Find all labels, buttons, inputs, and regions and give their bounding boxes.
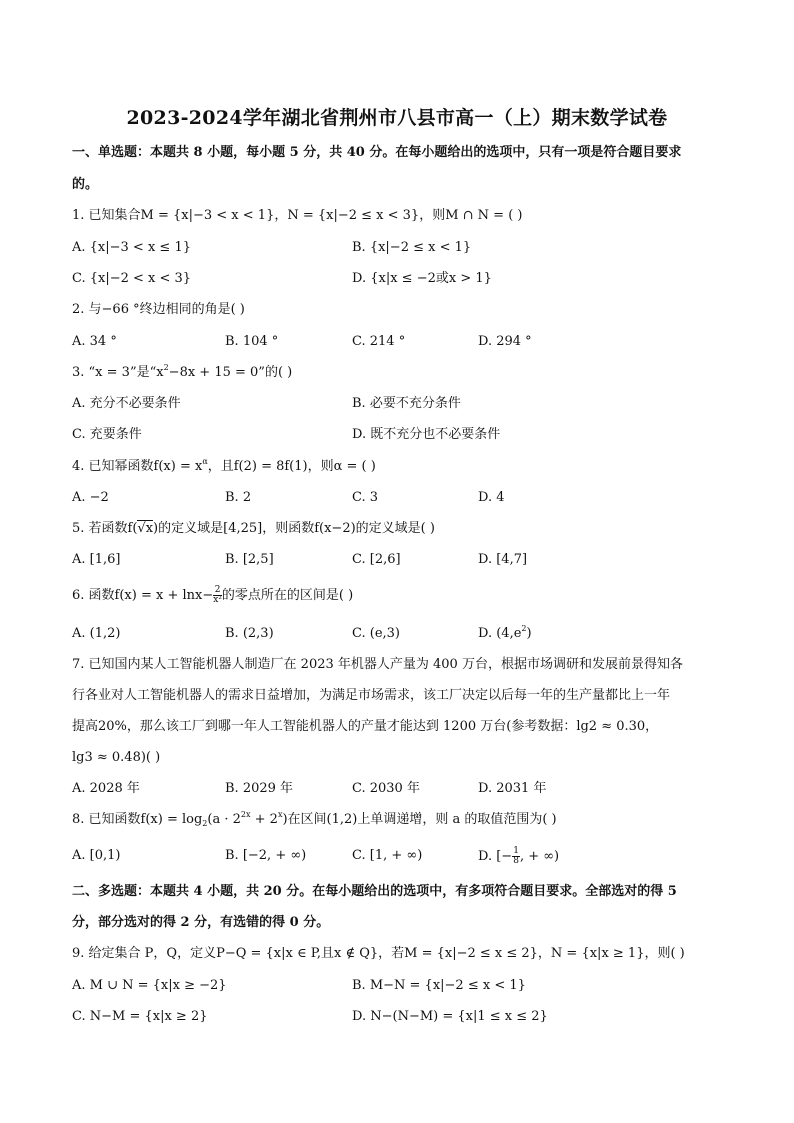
q4-option-d: D. 4: [478, 490, 505, 505]
q4-option-b: B. 2: [225, 490, 252, 505]
q6-option-b: B. (2,3): [225, 626, 274, 641]
q2-option-d: D. 294 °: [478, 334, 532, 349]
q9-option-d: D. N−(N−M) = {x|1 ≤ x ≤ 2}: [352, 1009, 548, 1024]
question-6-stem: 6. 函数f(x) = x + lnx− $\frac{2}{\text{x²}}$ 的零点所在的区间是( ): [72, 585, 354, 605]
q2-option-a: A. 34 °: [72, 334, 117, 349]
question-9-stem: 9. 给定集合 P，Q，定义P−Q = {x|x ∈ P,且x ∉ Q}，若M = {x|−2 ≤ x ≤ 2}，N = {x|x ≥ 1}，则( ): [72, 946, 685, 961]
q7-option-a: A. 2028 年: [72, 781, 140, 796]
q5-option-a: A. [1,6]: [72, 552, 121, 567]
q8-option-a: A. [0,1): [72, 848, 121, 863]
question-2-stem: 2. 与−66 °终边相同的角是( ): [72, 302, 245, 317]
q6-option-d: D. $(4,e^2)$: [478, 624, 532, 641]
question-7-line-2: 行各业对人工智能机器人的需求日益增加，为满足市场需求，该工厂决定以后每一年的生产量都比上一年: [72, 688, 671, 703]
q7-option-d: D. 2031 年: [478, 781, 547, 796]
q3-option-d: D. 既不充分也不必要条件: [352, 427, 501, 442]
q5-option-c: C. [2,6]: [352, 552, 401, 567]
page-title: 2023-2024学年湖北省荆州市八县市高一（上）期末数学试卷: [126, 107, 668, 129]
fraction: $\frac{2}{\text{x²}}$: [213, 585, 222, 605]
q8-option-c: C. [1, + ∞): [352, 848, 423, 863]
q4-option-a: A. −2: [72, 490, 109, 505]
q7-option-b: B. 2029 年: [225, 781, 294, 796]
q9-option-a: A. M ∪ N = {x|x ≥ −2}: [72, 978, 227, 993]
q3-option-c: C. 充要条件: [72, 427, 142, 442]
q1-option-d: D. {x|x ≤ −2或x > 1}: [352, 271, 492, 286]
question-1-stem: 1. 已知集合M = {x|−3 < x < 1}，N = {x|−2 ≤ x < 3}，则M ∩ N = ( ): [72, 208, 523, 223]
section-heading-continued: 的。: [72, 177, 99, 192]
q1-option-c: C. {x|−2 < x < 3}: [72, 271, 192, 286]
q5-option-b: B. [2,5]: [225, 552, 274, 567]
question-4-stem: 4. 已知幂函数$f(x) = x^\alpha$，且f(2) = 8f(1)，则α = ( ): [72, 457, 376, 474]
q9-option-c: C. N−M = {x|x ≥ 2}: [72, 1009, 208, 1024]
question-7-line-4: lg3 ≈ 0.48)( ): [72, 750, 161, 765]
q6-option-a: A. (1,2): [72, 626, 121, 641]
q8-option-b: B. [−2, + ∞): [225, 848, 307, 863]
q1-option-b: B. {x|−2 ≤ x < 1}: [352, 240, 472, 255]
q8-option-d: D. [− $\frac{1}{8}$ , + ∞): [478, 846, 560, 866]
fraction: $\frac{1}{8}$: [513, 846, 519, 866]
q6-option-c: C. (e,3): [352, 626, 400, 641]
q2-option-c: C. 214 °: [352, 334, 406, 349]
question-8-stem: 8. 已知函数$f(x) = \log_2(a \cdot 2^{2x} + 2^x)$在区间(1,2)上单调递增，则 a 的取值范围为( ): [72, 810, 557, 828]
q9-option-b: B. M−N = {x|−2 ≤ x < 1}: [352, 978, 526, 993]
section-heading-single-choice: 一、单选题：本题共 8 小题，每小题 5 分，共 40 分。在每小题给出的选项中，只有一项是符合题目要求: [72, 145, 682, 160]
q2-option-b: B. 104 °: [225, 334, 279, 349]
q1-option-a: A. {x|−3 < x ≤ 1}: [72, 240, 191, 255]
section-heading-multiple-choice: 二、多选题：本题共 4 小题，共 20 分。在每小题给出的选项中，有多项符合题目要求。全部选对的得 5: [72, 884, 677, 899]
q4-option-c: C. 3: [352, 490, 379, 505]
question-3-stem: 3. “x = 3”是“$x^2-8x + 15 = 0$”的( ): [72, 363, 293, 380]
question-7-line-1: 7. 已知国内某人工智能机器人制造厂在 2023 年机器人产量为 400 万台，根据市场调研和发展前景得知各: [72, 657, 683, 672]
question-5-stem: 5. 若函数f(√x)的定义域是[4,25]，则函数f(x−2)的定义域是( ): [72, 521, 435, 536]
q5-option-d: D. [4,7]: [478, 552, 528, 567]
q3-option-a: A. 充分不必要条件: [72, 396, 181, 411]
q3-option-b: B. 必要不充分条件: [352, 396, 461, 411]
section-heading-continued-2: 分，部分选对的得 2 分，有选错的得 0 分。: [72, 915, 330, 930]
q7-option-c: C. 2030 年: [352, 781, 420, 796]
question-7-line-3: 提高20%，那么该工厂到哪一年人工智能机器人的产量才能达到 1200 万台(参考数据：lg2 ≈ 0.30，: [72, 719, 659, 734]
